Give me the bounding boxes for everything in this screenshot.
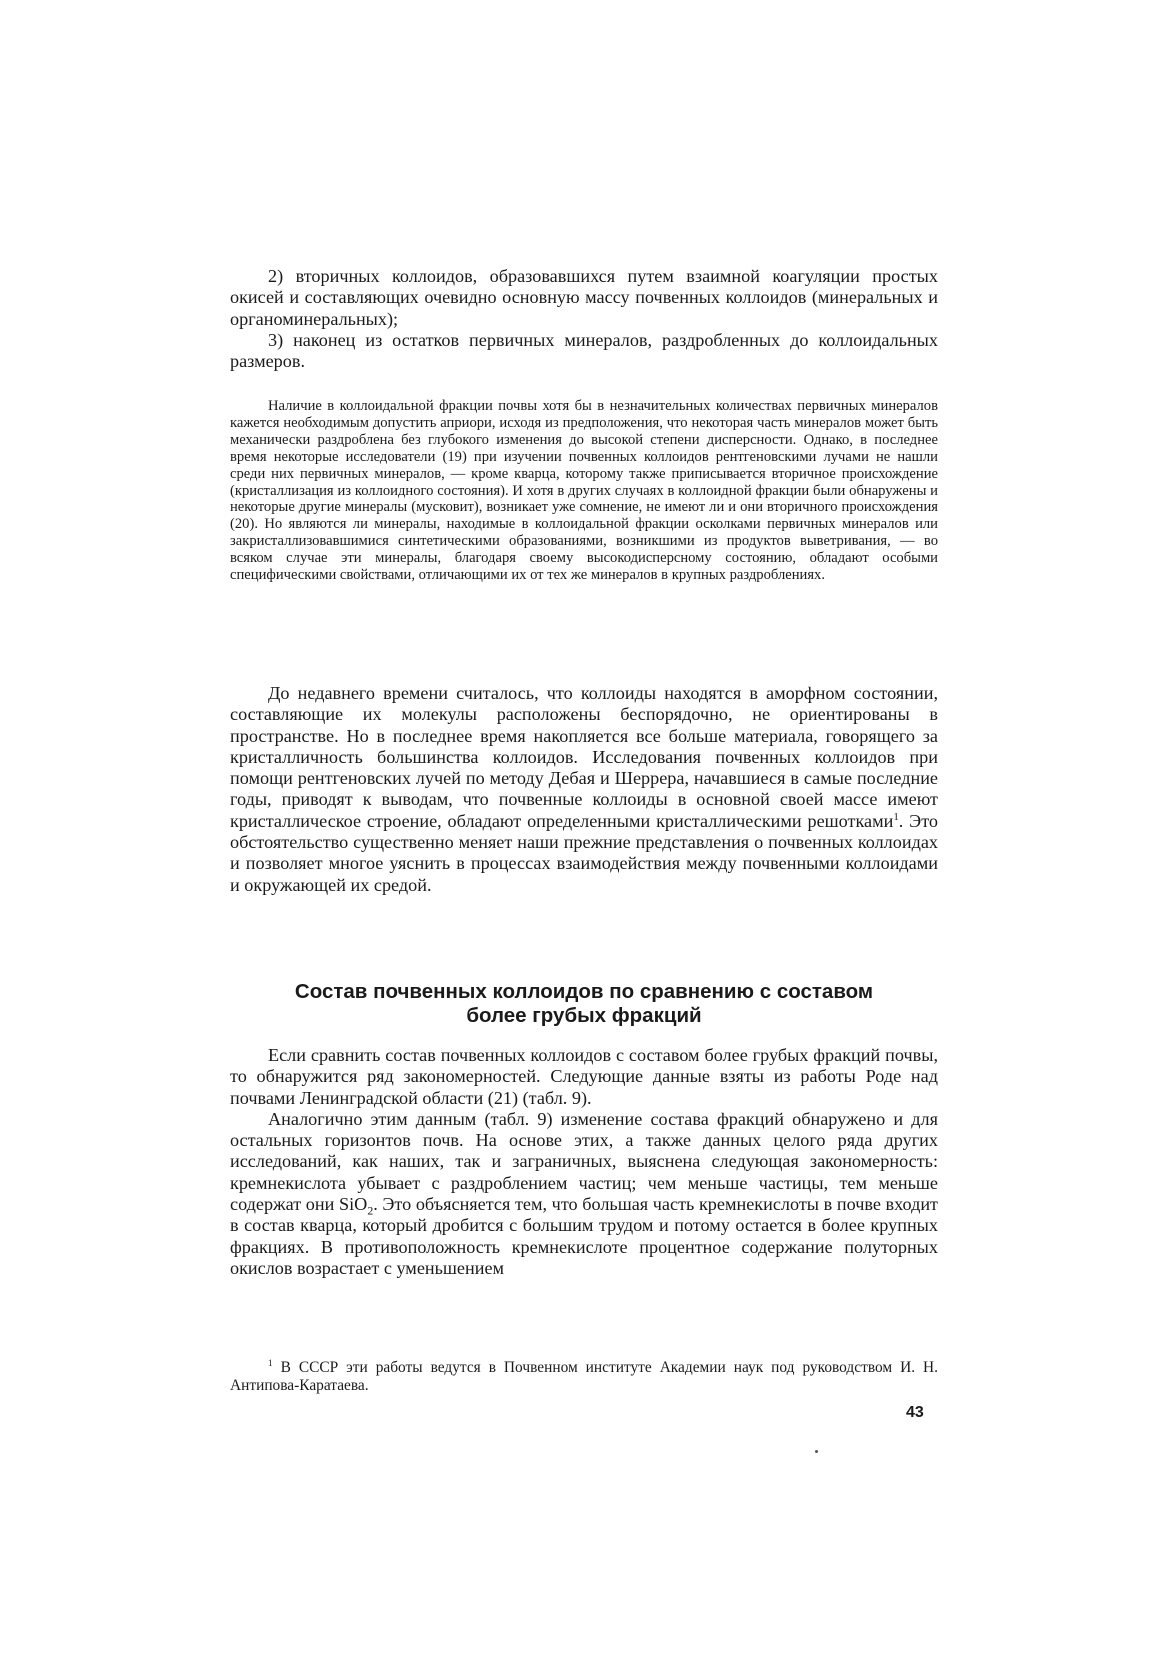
section-heading (230, 980, 938, 1028)
small-print-paragraph: Наличие в коллоидальной фракции почвы хотя бы в незначительных количествах первичных минералов кажется необходимым допустить априори, исходя из предположения, что некоторая часть минералов может быть механически раздроблена без глубокого изменения до высокой степени дисперсности. Однако, в последнее время некоторые исследователи (19) при изучении почвенных коллоидов рентгеновскими лучами не нашли среди них первичных минералов, — кроме кварца, которому также приписывается вторичное происхождение (кристаллизация из коллоидного состояния). И хотя в других случаях в коллоидной фракции были обнаружены и некоторые другие минералы (мусковит), возникает уже сомнение, не имеют ли и они вторичного происхождения (20). Но являются ли минералы, находимые в коллоидальной фракции осколками первичных минералов или закристаллизовавшимися синтетическими образованиями, возникшими из продуктов выветривания, — во всяком случае эти минералы, благодаря своему высокодисперсному состоянию, обладают особыми специфическими свойствами, отличающими их от тех же минералов в крупных раздроблениях. (230, 398, 938, 584)
section-heading-line-2: более грубых фракций (466, 1004, 702, 1027)
crystallinity-paragraph (230, 683, 938, 896)
analogy-paragraph (230, 1109, 938, 1279)
small-print-note (230, 398, 938, 584)
composition-section (230, 1045, 938, 1279)
analogy-text-end: . Это объясняется тем, что большая часть кремнекислоты в почве входит в состав кварца, который дробится с большим трудом и потому остается в более крупных фракциях. В противоположность кремнекислоте процентное содержание полуторных окислов возрастает с уменьшением (230, 1194, 939, 1278)
footnote-marker: 1 (268, 1357, 273, 1368)
footnote (230, 1359, 938, 1395)
crystallinity-text-start: До недавнего времени считалось, что коллоиды находятся в аморфном состоянии, составляющие их молекулы расположены беспорядочно, не ориентированы в пространстве. Но в последнее время накопляется все больше материала, говорящего за кристалличность большинства коллоидов. Исследования почвенных коллоидов при помощи рентгеновских лучей по методу Дебая и Шеррера, начавшиеся в самые последние годы, приводят к выводам, что почвенные коллоиды в основной своей массе имеют кристаллическое строение, обладают определенными кристаллическими решотками (230, 683, 938, 831)
footnote-paragraph (230, 1359, 938, 1395)
silica-formula (339, 1194, 374, 1218)
footnote-reference: 1 (893, 810, 899, 823)
page-number: 43 (906, 1404, 924, 1421)
crystallinity-section (230, 683, 938, 896)
list-item-3: 3) наконец из остатков первичных минералов, раздробленных до коллоидальных размеров. (230, 329, 938, 372)
section-heading-line-1: Состав почвенных коллоидов по сравнению с составом (294, 980, 874, 1003)
comparison-paragraph: Если сравнить состав почвенных коллоидов с составом более грубых фракций почвы, то обнаружится ряд закономерностей. Следующие данные взяты из работы Роде над почвами Ленинградской области (21) (табл. 9). (230, 1045, 938, 1108)
footnote-text: В СССР эти работы ведутся в Почвенном институте Академии наук под руководством И. Н. Антипова-Каратаева. (230, 1359, 938, 1394)
print-speck (815, 1450, 818, 1453)
list-continuation (230, 266, 938, 372)
list-item-2: 2) вторичных коллоидов, образовавшихся путем взаимной коагуляции простых окисей и составляющих очевидно основную массу почвенных коллоидов (минеральных и органоминеральных); (230, 266, 938, 329)
silica-formula-base: SiO (339, 1194, 368, 1215)
crystallinity-text-end: . Это обстоятельство существенно меняет наши прежние представления о почвенных коллоидах и позволяет многое уяснить в процессах взаимодействия между почвенными коллоидами и окружающей их средой. (230, 810, 938, 895)
analogy-text-start: Аналогично этим данным (табл. 9) изменение состава фракций обнаружено и для остальных горизонтов почв. На основе этих, а также данных целого ряда других исследований, как наших, так и заграничных, выяснена следующая закономерность: кремнекислота убывает с раздроблением частиц; чем меньше частицы, тем меньше содержат они (230, 1108, 938, 1215)
silica-formula-subscript: 2 (367, 1203, 374, 1218)
